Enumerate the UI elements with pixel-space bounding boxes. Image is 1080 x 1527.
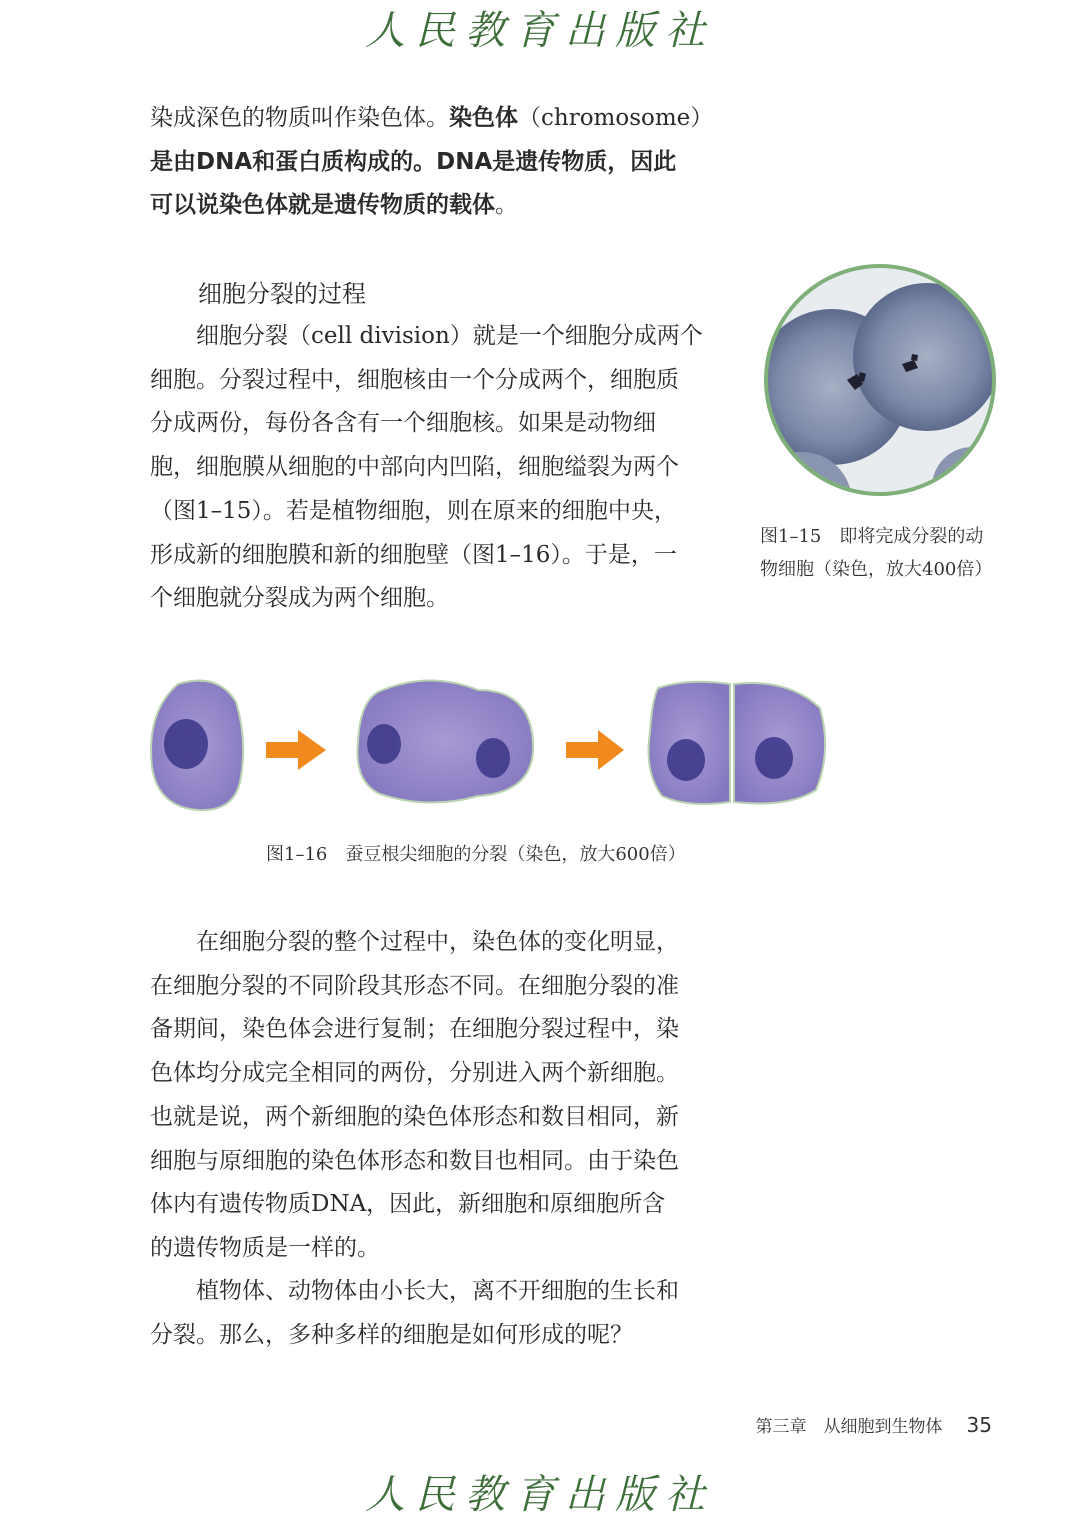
chapter-title: 第三章 从细胞到生物体 [755,1417,943,1437]
paragraph-cell-division [150,315,725,621]
figure-1-15-micrograph [762,262,998,498]
figure-1-16-caption: 图1–16 蚕豆根尖细胞的分裂（染色，放大600倍） [266,844,686,865]
paragraph-chromosome-change [150,921,725,1271]
nucleus [755,737,793,779]
text-line: （图1–15）。若是植物细胞，则在原来的细胞中央， [150,497,677,524]
text-line: 色体均分成完全相同的两份，分别进入两个新细胞。 [150,1060,679,1087]
publisher-logo-top: 人民教育出版社 [365,8,715,54]
text-line: 细胞。分裂过程中，细胞核由一个分成两个，细胞质 [150,366,679,393]
text-line: 植物体、动物体由小长大，离不开细胞的生长和 [150,1278,679,1304]
text-line: 分成两份，每份各含有一个细胞核。如果是动物细 [150,410,656,437]
text-line: 细胞分裂（cell division）就是一个细胞分成两个 [150,323,703,349]
publisher-logo-bottom: 人民教育出版社 [365,1472,715,1518]
arrow-right-icon [266,730,326,770]
section-heading: 细胞分裂的过程 [198,280,366,308]
text-line: 个细胞就分裂成为两个细胞。 [150,585,449,612]
paragraph-chromosome [150,97,725,228]
text-line: 的遗传物质是一样的。 [150,1234,380,1261]
nucleus [476,738,510,778]
text-line: 体内有遗传物质DNA，因此，新细胞和原细胞所含 [150,1191,666,1218]
paragraph-growth [150,1270,725,1357]
text-line: 在细胞分裂的整个过程中，染色体的变化明显， [150,929,679,955]
arrow-right-icon [566,730,624,770]
text-line: 胞，细胞膜从细胞的中部向内凹陷，细胞缢裂为两个 [150,454,679,481]
text-line: 在细胞分裂的不同阶段其形态不同。在细胞分裂的准 [150,972,679,999]
text-line: 细胞与原细胞的染色体形态和数目也相同。由于染色 [150,1147,679,1174]
text-line: 形成新的细胞膜和新的细胞壁（图1–16）。于是，一 [150,541,677,568]
figure-1-16-micrographs [148,672,833,817]
nucleus [164,719,208,769]
page-footer [756,1412,992,1437]
text-line: 可以说染色体就是遗传物质的载体。 [150,192,518,219]
text-line: 也就是说，两个新细胞的染色体形态和数目相同，新 [150,1103,679,1130]
page-number: 35 [966,1413,992,1437]
text-line: 是由DNA和蛋白质构成的。DNA是遗传物质，因此 [150,148,677,175]
text-line: 分裂。那么，多种多样的细胞是如何形成的呢？ [150,1321,633,1348]
nucleus [367,724,401,764]
nucleus [667,739,705,781]
figure-1-15-caption: 图1–15 即将完成分裂的动 物细胞（染色，放大400倍） [760,526,993,580]
text-line: 染成深色的物质叫作染色体。染色体（chromosome） [150,105,714,131]
text-line: 备期间，染色体会进行复制；在细胞分裂过程中，染 [150,1016,679,1043]
